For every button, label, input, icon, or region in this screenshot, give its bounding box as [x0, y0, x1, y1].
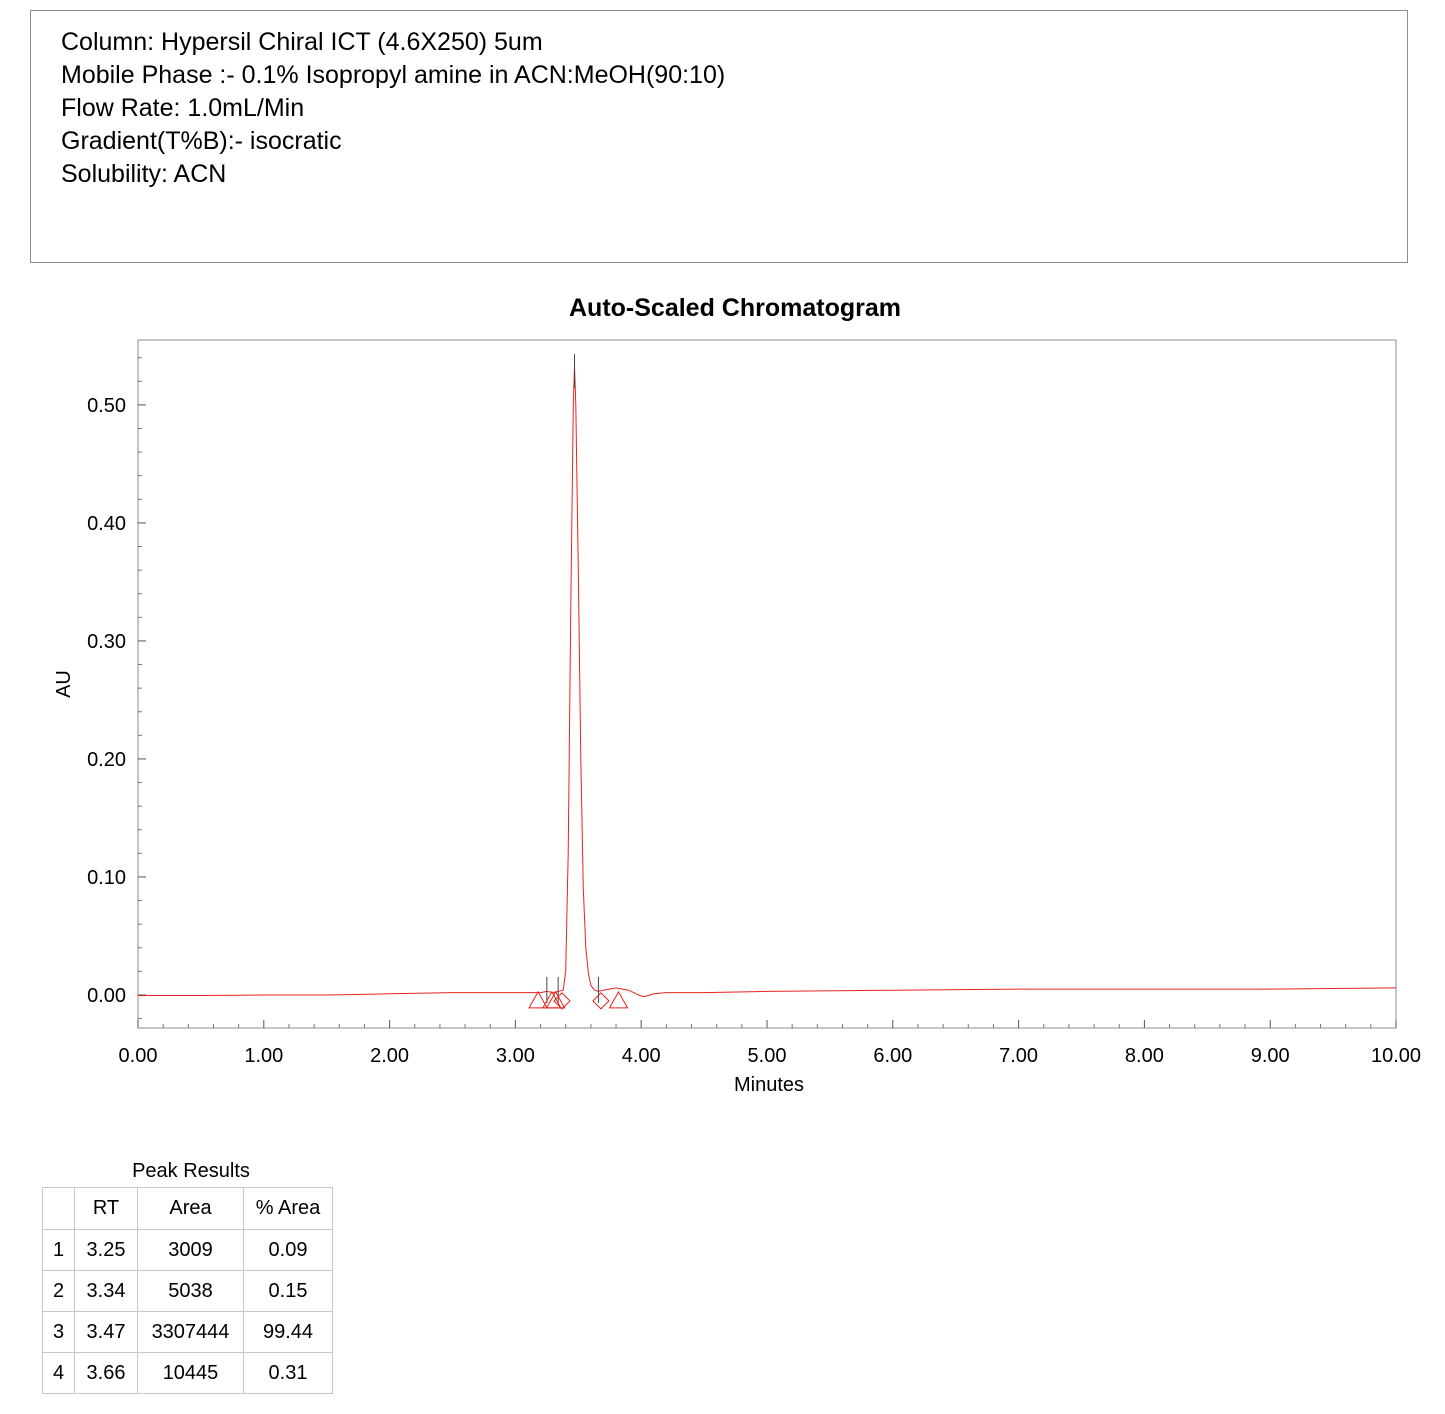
y-tick-label: 0.30 — [87, 630, 126, 653]
x-tick-label: 2.00 — [370, 1045, 410, 1067]
plot-frame — [138, 340, 1396, 1028]
x-tick-label: 5.00 — [747, 1045, 787, 1067]
y-tick-label: 0.10 — [87, 866, 126, 889]
integration-triangle-marker — [547, 992, 565, 1008]
peak-area: 3307444 — [138, 1312, 244, 1353]
peak-area: 3009 — [138, 1230, 244, 1271]
x-tick-label: 4.00 — [621, 1045, 661, 1067]
series-layer — [138, 366, 1396, 997]
x-tick-label: 10.00 — [1370, 1045, 1422, 1067]
peak-index: 3 — [43, 1312, 75, 1353]
x-tick-label: 8.00 — [1124, 1045, 1164, 1067]
peak-percent-area: 0.31 — [244, 1353, 333, 1394]
x-tick-label: 1.00 — [244, 1045, 284, 1067]
percent-area-header: % Area — [244, 1188, 333, 1230]
peak-results-table — [42, 1187, 333, 1394]
integration-diamond-marker — [554, 993, 570, 1009]
peak-markers — [529, 354, 628, 1009]
solubility-info: Solubility: ACN — [61, 160, 227, 188]
peak-percent-area: 99.44 — [244, 1312, 333, 1353]
flow-rate-info: Flow Rate: 1.0mL/Min — [61, 94, 305, 122]
area-header: Area — [138, 1188, 244, 1230]
peak-results-caption: Peak Results — [132, 1160, 250, 1182]
mobile-phase-info: Mobile Phase :- 0.1% Isopropyl amine in ACN:MeOH(90:10) — [61, 61, 726, 89]
x-tick-label: 9.00 — [1250, 1045, 1290, 1067]
table-row — [43, 1353, 333, 1394]
integration-diamond-marker — [593, 993, 609, 1009]
x-axis-label: Minutes — [733, 1074, 805, 1096]
gradient-info: Gradient(T%B):- isocratic — [61, 127, 342, 155]
table-row — [43, 1312, 333, 1353]
axes — [87, 358, 1421, 1067]
y-tick-label: 0.20 — [87, 748, 126, 771]
chart-title: Auto-Scaled Chromatogram — [569, 294, 901, 322]
rt-header: RT — [75, 1188, 138, 1230]
y-axis-label: AU — [53, 670, 75, 698]
peak-percent-area: 0.15 — [244, 1271, 333, 1312]
y-tick-label: 0.40 — [87, 512, 126, 535]
x-tick-label: 7.00 — [999, 1045, 1039, 1067]
peak-rt: 3.66 — [75, 1353, 138, 1394]
x-tick-label: 3.00 — [495, 1045, 535, 1067]
peak-rt: 3.34 — [75, 1271, 138, 1312]
peak-index: 1 — [43, 1230, 75, 1271]
x-tick-label: 6.00 — [873, 1045, 913, 1067]
peak-index: 4 — [43, 1353, 75, 1394]
peak-percent-area: 0.09 — [244, 1230, 333, 1271]
table-header-row — [43, 1188, 333, 1230]
integration-triangle-marker — [610, 992, 628, 1008]
column-info: Column: Hypersil Chiral ICT (4.6X250) 5um — [61, 28, 543, 56]
peak-area: 5038 — [138, 1271, 244, 1312]
y-tick-label: 0.50 — [87, 394, 126, 417]
table-row — [43, 1230, 333, 1271]
peak-index: 2 — [43, 1271, 75, 1312]
peak-rt: 3.47 — [75, 1312, 138, 1353]
x-tick-label: 0.00 — [118, 1045, 158, 1067]
y-tick-label: 0.00 — [87, 984, 126, 1007]
table-row — [43, 1271, 333, 1312]
index-header — [43, 1188, 75, 1230]
peak-area: 10445 — [138, 1353, 244, 1394]
peak-rt: 3.25 — [75, 1230, 138, 1271]
chromatogram-trace — [138, 366, 1396, 997]
